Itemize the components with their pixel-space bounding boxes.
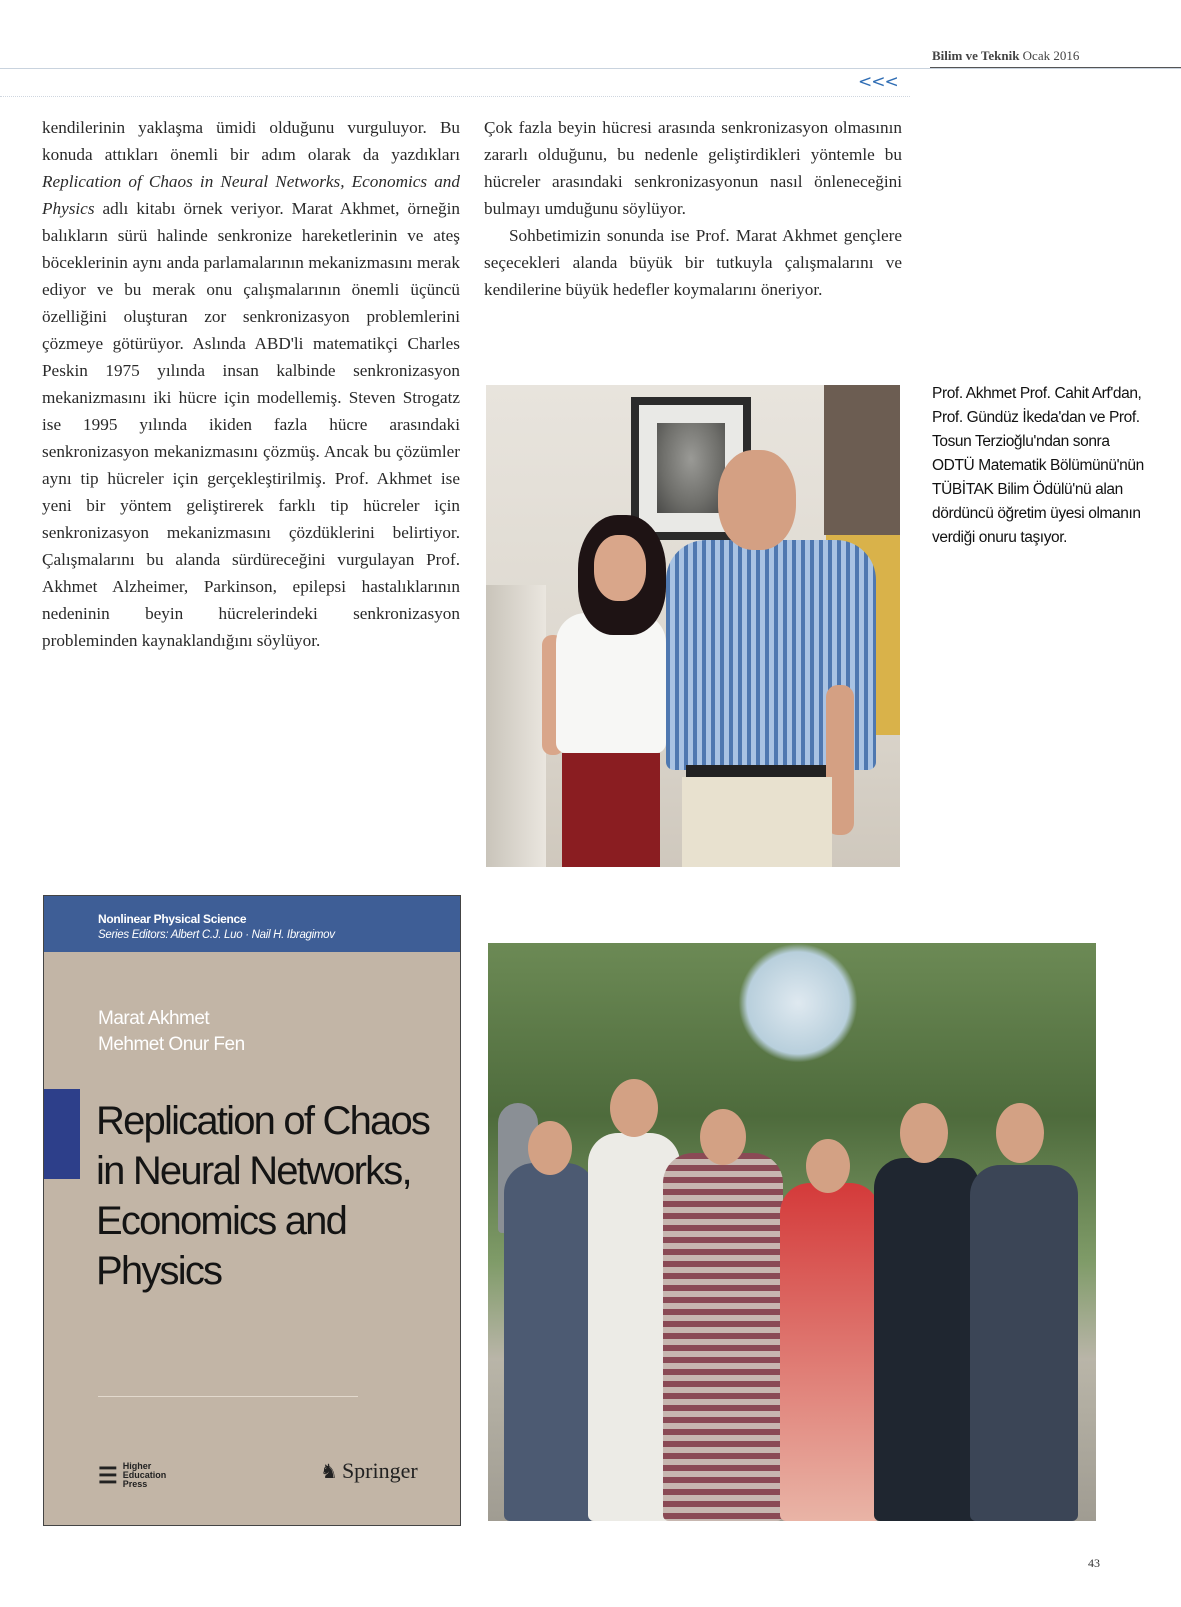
header-dotted-rule <box>0 96 910 98</box>
book-title-line: Replication of Chaos <box>96 1099 430 1143</box>
person-skirt <box>562 753 660 867</box>
person-pants <box>682 777 832 867</box>
person-1-head <box>528 1121 572 1175</box>
photo-sky <box>738 943 858 1063</box>
portrait-image <box>657 423 725 513</box>
article-paragraph: Sohbetimizin sonunda ise Prof. Marat Akhmet gençlere seçecekleri alanda büyük bir tutkuyla çalışmalarını ve kendilerine büyük hedefler koymalarını öneriyor. <box>484 226 902 299</box>
book-series-name: Nonlinear Physical Science <box>98 912 247 926</box>
publisher-line: Education <box>122 1470 167 1480</box>
header-rule <box>0 68 1181 69</box>
hep-logo-icon: ☰ <box>98 1462 118 1488</box>
article-paragraph: Çok fazla beyin hücresi arasında senkronizasyon olmasının zararlı olduğunu, bu nedenle geliştirdikleri yöntemle bu hücreler arasındaki senkronizasyonun nasıl önleneceğini bulmayı umduğunu söylüyor. <box>484 118 902 218</box>
book-title-line: in Neural Networks, <box>96 1149 411 1193</box>
issue-date: Ocak 2016 <box>1022 48 1080 63</box>
running-header <box>932 48 1079 64</box>
article-column-left <box>42 114 460 654</box>
person-face <box>718 450 796 550</box>
book-title-line: Physics <box>96 1249 222 1293</box>
book-author: Mehmet Onur Fen <box>98 1034 245 1055</box>
springer-label: Springer <box>341 1458 418 1483</box>
person-3 <box>663 1153 783 1521</box>
person-5-head <box>900 1103 948 1163</box>
notice-board <box>824 385 900 535</box>
springer-knight-icon: ♞ <box>320 1459 338 1483</box>
publisher-hep <box>98 1462 166 1489</box>
book-title-marker <box>44 1089 80 1179</box>
article-paragraph <box>42 114 460 654</box>
person-6 <box>970 1165 1078 1521</box>
publisher-line: Higher <box>122 1461 152 1471</box>
person-3-head <box>700 1109 746 1165</box>
person-4-head <box>806 1139 850 1193</box>
book-author: Marat Akhmet <box>98 1008 210 1029</box>
paragraph-text: kendilerinin yaklaşma ümidi olduğunu vurguluyor. Bu konuda attıkları önemli bir adım olarak da yazdıkları <box>42 118 460 164</box>
person-4 <box>780 1183 880 1521</box>
person-2-head <box>610 1079 658 1137</box>
magazine-name: Bilim ve Teknik <box>932 48 1020 63</box>
publisher-springer <box>320 1458 418 1484</box>
person-face <box>594 535 646 601</box>
book-title-inline: Replication of Chaos in Neural Networks, Economics and Physics <box>42 172 460 218</box>
article-column-right <box>484 114 902 303</box>
page-number: 43 <box>1088 1556 1100 1570</box>
book-divider <box>98 1396 358 1397</box>
photo-akhmet-and-colleague <box>486 385 900 867</box>
publisher-line: Press <box>122 1479 148 1489</box>
book-title-line: Economics and <box>96 1199 347 1243</box>
book-cover <box>43 895 461 1526</box>
back-arrows-icon: <<< <box>858 72 898 92</box>
group-photo <box>488 943 1096 1521</box>
paragraph-text: adlı kitabı örnek veriyor. Marat Akhmet, örneğin balıkların sürü halinde senkronize hareketlerinin ve ateş böceklerinin aynı anda parlamalarının mekanizmasını merak ediyor ve bu merak onu çalışmalarının önemli üçüncü özelliğini oluşturan zor senkronizasyon problemlerini çözmeye götürüyor. Aslında ABD'li matematikçi Charles Peskin 1975 yılında insan kalbinde senkronizasyon mekanizmasını iki hücre için modellemiş. Steven Strogatz ise 1995 yılında ikiden fazla hücre arasındaki senkronizasyon mekanizmasını çözmüş. Ancak bu çözümler aynı tip hücreler için gerçekleştirilmiş. Prof. Akhmet ise yeni bir yöntem geliştirerek farklı tip hücreler için senkronizasyon mekanizmasını çözdüklerini belirtiyor. Çalışmalarını bu alanda sürdüreceğini vurgulayan Prof. Akhmet Alzheimer, Parkinson, epilepsi hastalıklarının nedeninin beyin hücrelerindeki senkronizasyon probleminden kaynaklandığını söylüyor. <box>42 199 460 650</box>
person-belt <box>686 765 826 777</box>
photo-curtain <box>486 585 546 867</box>
person-6-head <box>996 1103 1044 1163</box>
book-cover-title <box>96 1096 456 1296</box>
photo-caption: Prof. Akhmet Prof. Cahit Arf'dan, Prof. Gündüz İkeda'dan ve Prof. Tosun Terzioğlu'ndan sonra ODTÜ Matematik Bölümünü'nün TÜBİTAK Bilim Ödülü'nü alan dördüncü öğretim üyesi olmanın verdiği onuru taşıyor. <box>932 385 1144 546</box>
person-5 <box>874 1158 980 1521</box>
book-series-editors: Series Editors: Albert C.J. Luo · Nail H. Ibragimov <box>98 929 335 941</box>
person-1 <box>504 1163 596 1521</box>
